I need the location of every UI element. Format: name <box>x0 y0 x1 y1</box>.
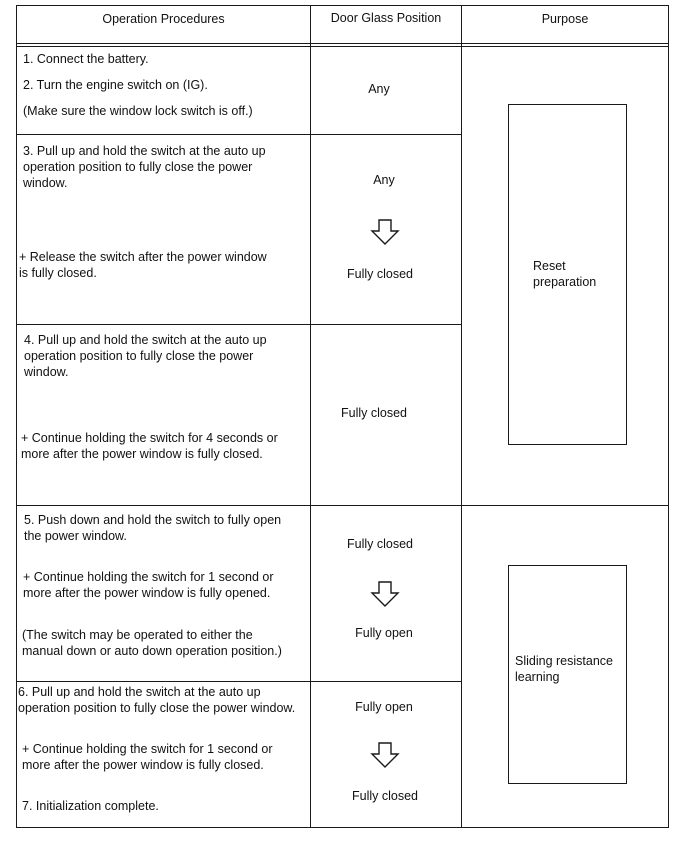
position-value: Any <box>368 82 390 96</box>
procedure-step-7: 7. Initialization complete. <box>22 799 159 813</box>
down-arrow-icon <box>370 219 400 245</box>
position-value: Fully closed <box>352 789 418 803</box>
header-divider <box>16 43 669 44</box>
header-purpose: Purpose <box>541 12 589 26</box>
position-value: Any <box>373 173 395 187</box>
procedure-line: the power window. <box>24 529 127 543</box>
procedure-line: 4. Pull up and hold the switch at the auto up <box>24 333 267 347</box>
procedure-line: + Release the switch after the power window <box>19 250 267 264</box>
procedure-substep <box>23 569 274 601</box>
purpose-label-reset <box>533 258 596 290</box>
header-divider <box>16 46 669 47</box>
purpose-line: learning <box>515 670 560 684</box>
procedure-line: + Continue holding the switch for 4 seconds or <box>21 431 278 445</box>
position-value: Fully closed <box>347 537 413 551</box>
purpose-line: Sliding resistance <box>515 654 613 668</box>
procedure-step-3 <box>23 143 266 191</box>
procedure-line: 5. Push down and hold the switch to fully open <box>24 513 282 527</box>
procedure-step-6 <box>18 684 295 716</box>
row-divider <box>16 505 669 506</box>
procedure-line: window. <box>23 176 68 190</box>
table-border-right <box>668 5 669 828</box>
procedure-note <box>22 627 282 659</box>
row-divider <box>16 324 461 325</box>
table-border-bottom <box>16 827 669 828</box>
purpose-line: preparation <box>533 275 597 289</box>
procedure-line: + Continue holding the switch for 1 second or <box>22 742 273 756</box>
procedure-line: more after the power window is fully closed. <box>21 447 263 461</box>
procedure-line: more after the power window is fully closed. <box>22 758 264 772</box>
header-procedures: Operation Procedures <box>102 12 225 26</box>
procedure-line: is fully closed. <box>19 266 97 280</box>
procedure-step-4 <box>24 332 267 380</box>
procedure-note: (Make sure the window lock switch is off.) <box>23 104 253 118</box>
table-border-left <box>16 5 17 828</box>
procedure-line: operation position to fully close the power <box>24 349 254 363</box>
procedure-line: more after the power window is fully opened. <box>23 586 271 600</box>
procedure-substep <box>19 249 267 281</box>
column-divider <box>461 5 462 828</box>
row-divider <box>16 134 461 135</box>
procedure-step-2: 2. Turn the engine switch on (IG). <box>23 78 208 92</box>
purpose-label-sliding <box>515 653 613 685</box>
position-value: Fully open <box>355 626 413 640</box>
procedure-line: + Continue holding the switch for 1 second or <box>23 570 274 584</box>
procedure-step-1: 1. Connect the battery. <box>23 52 149 66</box>
procedure-step-5 <box>24 512 281 544</box>
procedure-substep <box>22 741 273 773</box>
position-value: Fully closed <box>341 406 407 420</box>
header-door-glass-position: Door Glass Position <box>330 11 442 25</box>
procedure-line: 3. Pull up and hold the switch at the auto up <box>23 144 266 158</box>
position-value: Fully closed <box>347 267 413 281</box>
procedure-line: operation position to fully close the power <box>23 160 253 174</box>
procedure-line: (The switch may be operated to either the <box>22 628 253 642</box>
procedure-substep <box>21 430 278 462</box>
procedure-line: manual down or auto down operation position.) <box>22 644 282 658</box>
procedure-line: 6. Pull up and hold the switch at the auto up <box>18 685 261 699</box>
down-arrow-icon <box>370 581 400 607</box>
purpose-line: Reset <box>533 259 566 273</box>
down-arrow-icon <box>370 742 400 768</box>
procedure-line: window. <box>24 365 69 379</box>
row-divider <box>16 681 461 682</box>
procedure-line: operation position to fully close the power window. <box>18 701 296 715</box>
position-value: Fully open <box>355 700 413 714</box>
table-border-top <box>16 5 669 6</box>
